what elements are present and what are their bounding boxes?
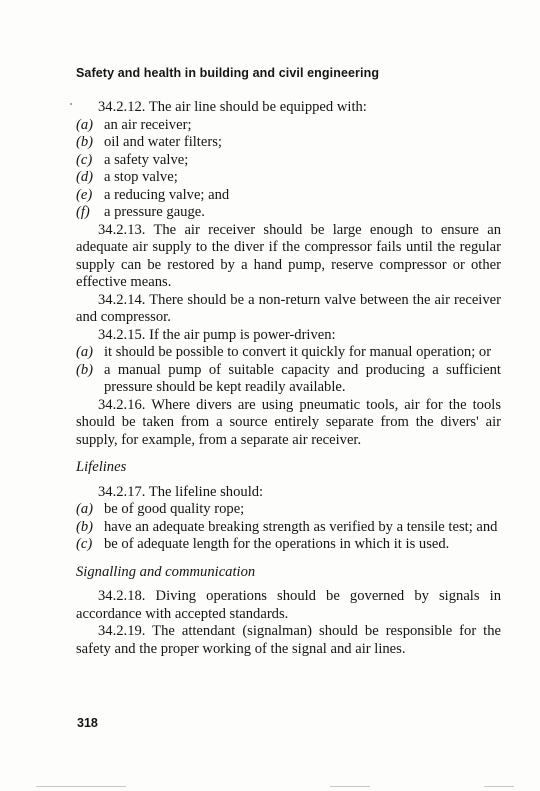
list-air-line-equipment: [76, 117, 501, 222]
page-number: 318: [77, 716, 98, 730]
paragraph-34-2-19: 34.2.19. The attendant (signalman) should be responsible for the safety and the proper working of the signal and air lines.: [76, 623, 501, 657]
scan-speck: [70, 103, 72, 105]
item-text: oil and water filters;: [104, 134, 222, 150]
item-text: it should be possible to convert it quickly for manual operation; or: [104, 344, 492, 360]
list-item: [76, 169, 501, 187]
item-label: (c): [76, 151, 93, 168]
item-label: (a): [76, 344, 94, 360]
item-text: a reducing valve; and: [104, 186, 230, 203]
item-label: (b): [76, 134, 94, 150]
list-item: [76, 344, 501, 362]
item-text: a manual pump of suitable capacity and producing a sufficient pressure should be kept readily available.: [104, 361, 501, 395]
item-label: (b): [76, 361, 94, 378]
section-heading-signalling: Signalling and communication: [76, 563, 256, 580]
scan-edge-mark: [484, 786, 514, 787]
item-label: (f): [76, 204, 90, 220]
item-text: a stop valve;: [104, 169, 178, 185]
item-text: a pressure gauge.: [104, 204, 205, 220]
list-item: [76, 187, 501, 205]
item-text: be of good quality rope;: [104, 501, 245, 517]
item-text: a safety valve;: [104, 151, 189, 168]
paragraph-34-2-16: 34.2.16. Where divers are using pneumatic tools, air for the tools should be taken from a source entirely separate from the divers' air supply, for example, from a separate air receiver.: [76, 396, 501, 448]
item-text: have an adequate breaking strength as verified by a tensile test; and: [104, 518, 498, 535]
item-text: be of adequate length for the operations in which it is used.: [104, 536, 450, 552]
list-item: [76, 501, 501, 519]
scan-edge-mark: [330, 786, 370, 787]
list-item: [76, 204, 501, 222]
list-item: [76, 117, 501, 135]
paragraph-34-2-18: 34.2.18. Diving operations should be governed by signals in accordance with accepted standards.: [76, 588, 501, 622]
paragraph-34-2-15: 34.2.15. If the air pump is power-driven:: [98, 326, 336, 343]
list-item: [76, 362, 501, 397]
paragraph-34-2-13: 34.2.13. The air receiver should be large enough to ensure an adequate air supply to the diver if the compressor fails until the regular supply can be restored by a hand pump, reserve compressor or other effective means.: [76, 221, 501, 290]
item-label: (e): [76, 186, 93, 203]
scan-edge-mark: [36, 786, 126, 787]
list-lifeline: [76, 501, 501, 554]
item-label: (a): [76, 501, 94, 517]
list-item: [76, 519, 501, 537]
item-label: (d): [76, 169, 94, 185]
page-body: [76, 99, 501, 658]
item-text: an air receiver;: [104, 116, 192, 133]
item-label: (b): [76, 518, 94, 535]
list-item: [76, 536, 501, 554]
section-heading-lifelines: Lifelines: [76, 459, 127, 475]
list-item: [76, 134, 501, 152]
item-label: (a): [76, 116, 94, 133]
paragraph-34-2-17: 34.2.17. The lifeline should:: [98, 483, 264, 500]
running-header: Safety and health in building and civil engineering: [76, 66, 380, 80]
list-item: [76, 152, 501, 170]
paragraph-34-2-12: 34.2.12. The air line should be equipped with:: [98, 99, 367, 115]
paragraph-34-2-14: 34.2.14. There should be a non-return valve between the air receiver and compressor.: [76, 291, 501, 325]
list-air-pump: [76, 344, 501, 397]
item-label: (c): [76, 536, 93, 552]
